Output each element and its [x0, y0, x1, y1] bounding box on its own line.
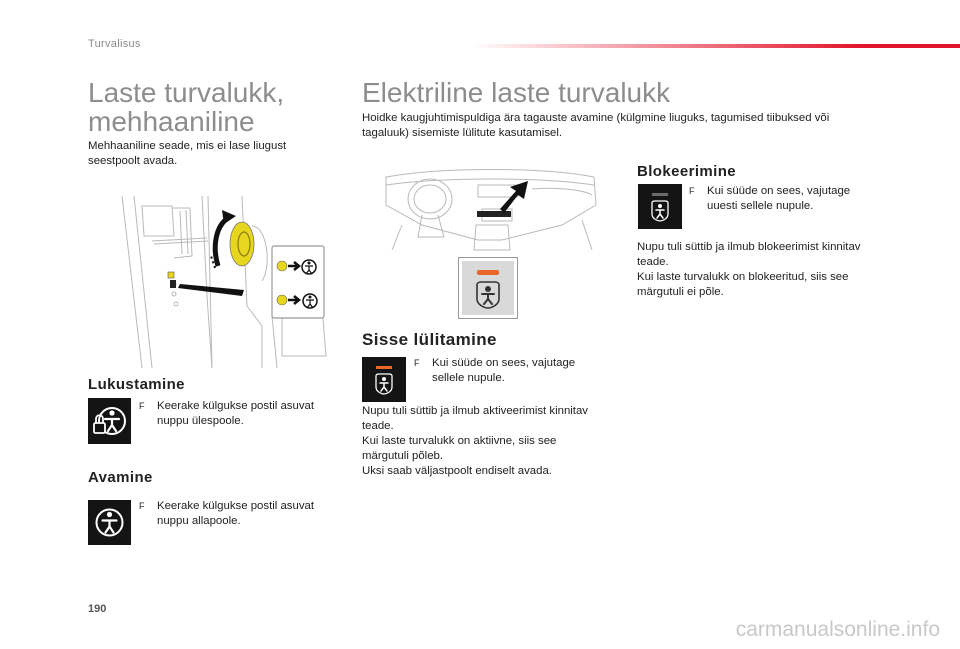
bullet-marker: F — [139, 401, 145, 411]
lock-bullet — [139, 399, 314, 429]
child-lock-unlocked-icon — [88, 500, 131, 545]
switch-on-description — [362, 404, 588, 479]
page-number: 190 — [88, 603, 107, 615]
block-p-line4: märgutuli ei põle. — [637, 286, 724, 298]
block-bullet — [689, 184, 850, 214]
bullet-marker: F — [414, 358, 420, 368]
switch-on-p-line5: Uksi saab väljastpoolt endiselt avada. — [362, 465, 552, 477]
switch-on-p-line4: märgutuli põleb. — [362, 450, 444, 462]
block-description — [637, 240, 860, 300]
door-lock-illustration — [112, 196, 330, 368]
left-title — [88, 78, 284, 136]
right-title: Elektriline laste turvalukk — [362, 77, 671, 108]
block-p-line3: Kui laste turvalukk on blokeeritud, siis see — [637, 271, 849, 283]
open-bullet-line2: nuppu allapoole. — [157, 515, 241, 527]
switch-on-bullet — [414, 356, 575, 386]
button-face — [462, 261, 514, 315]
block-p-line2: teade. — [637, 256, 669, 268]
bullet-marker: F — [139, 501, 145, 511]
left-intro-line2: seestpoolt avada. — [88, 155, 178, 167]
section-label: Turvalisus — [88, 38, 141, 50]
right-intro-line1: Hoidke kaugjuhtimispuldiga ära tagauste avamine (külgmine liuguks, tagumised tiibuksed või — [362, 112, 830, 124]
block-heading: Blokeerimine — [637, 163, 737, 180]
left-title-line1: Laste turvalukk, — [88, 77, 285, 108]
switch-on-bullet-line1: Kui süüde on sees, vajutage — [432, 357, 576, 369]
watermark: carmanualsonline.info — [735, 618, 940, 641]
block-bullet-line1: Kui süüde on sees, vajutage — [707, 185, 851, 197]
indicator-light — [477, 270, 499, 275]
child-lock-locked-icon — [88, 398, 131, 444]
lock-bullet-line2: nuppu ülespoole. — [157, 415, 244, 427]
switch-on-heading: Sisse lülitamine — [362, 330, 497, 349]
open-bullet — [139, 499, 314, 529]
open-heading: Avamine — [88, 469, 153, 486]
child-lock-on-icon — [362, 357, 406, 402]
switch-on-p-line2: teade. — [362, 420, 394, 432]
lock-bullet-line1: Keerake külgukse postil asuvat — [157, 400, 315, 412]
lock-heading: Lukustamine — [88, 376, 185, 393]
block-bullet-line2: uuesti sellele nupule. — [707, 200, 814, 212]
child-lock-button-illustration — [458, 257, 518, 319]
bullet-marker: F — [689, 186, 695, 196]
switch-on-p-line1: Nupu tuli süttib ja ilmub aktiveerimist kinnitav — [362, 405, 589, 417]
block-p-line1: Nupu tuli süttib ja ilmub blokeerimist kinnitav — [637, 241, 861, 253]
header-accent-line — [470, 44, 960, 48]
switch-on-p-line3: Kui laste turvalukk on aktiivne, siis see — [362, 435, 557, 447]
right-intro-line2: tagaluuk) sisemiste lülitute kasutamisel. — [362, 127, 563, 139]
dashboard-illustration — [382, 165, 598, 255]
left-title-line2: mehhaaniline — [88, 106, 255, 137]
switch-on-bullet-line2: sellele nupule. — [432, 372, 505, 384]
indicator-off — [652, 193, 668, 196]
indicator-on — [376, 366, 392, 369]
left-intro — [88, 139, 286, 169]
right-intro — [362, 111, 922, 141]
left-intro-line1: Mehhaaniline seade, mis ei lase liugust — [88, 140, 287, 152]
open-bullet-line1: Keerake külgukse postil asuvat — [157, 500, 315, 512]
child-lock-off-icon — [638, 184, 682, 229]
